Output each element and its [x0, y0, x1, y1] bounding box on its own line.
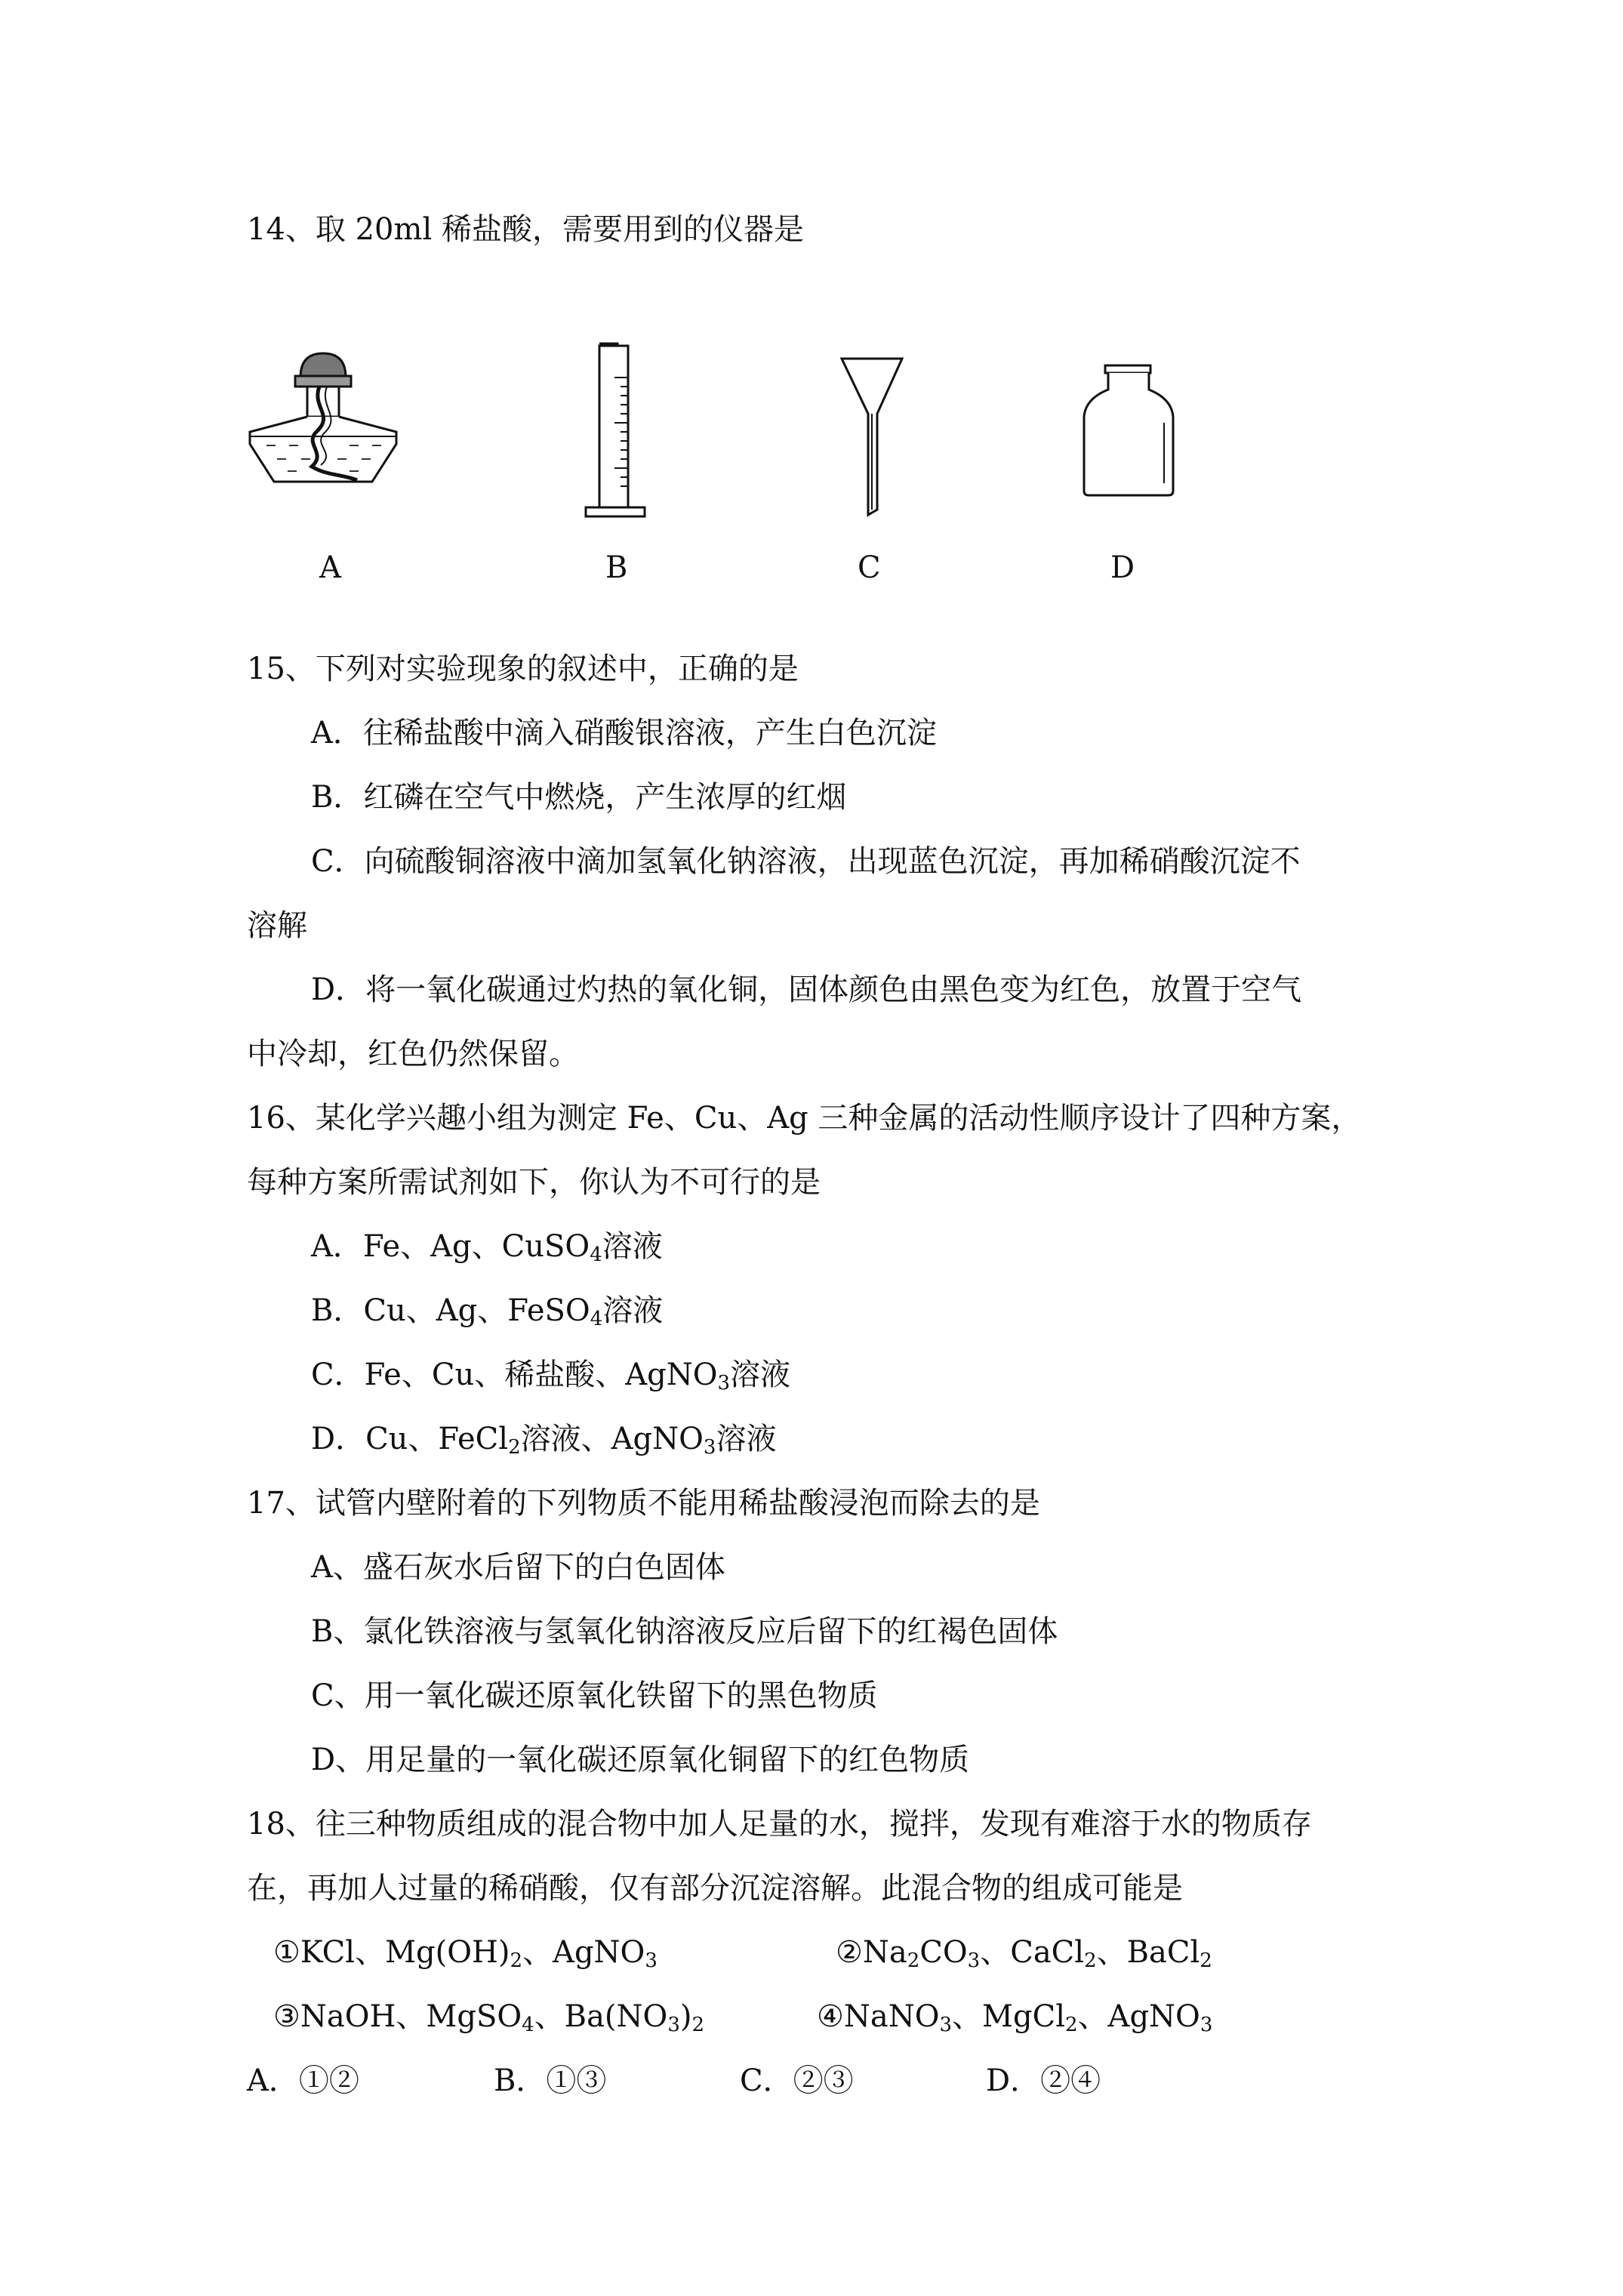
q18-option-a: A．①②: [247, 2063, 359, 2098]
q15-stem: 15、下列对实验现象的叙述中，正确的是: [247, 652, 799, 686]
apparatus-label-c: C: [858, 550, 881, 585]
q16-stem-line1: 16、某化学兴趣小组为测定 Fe、Cu、Ag 三种金属的活动性顺序设计了四种方案，: [247, 1101, 1362, 1136]
q15-option-d-line1: D．将一氧化碳通过灼热的氧化铜，固体颜色由黑色变为红色，放置于空气: [311, 972, 1302, 1007]
q18-option-d: D．②④: [986, 2063, 1101, 2098]
q17-stem: 17、试管内壁附着的下列物质不能用稀盐酸浸泡而除去的是: [247, 1486, 1040, 1521]
q17-option-b: B、氯化铁溶液与氢氧化钠溶液反应后留下的红褐色固体: [311, 1614, 1058, 1649]
wide-mouth-bottle-icon: [1079, 362, 1178, 498]
q16-stem-line2: 每种方案所需试剂如下，你认为不可行的是: [247, 1165, 821, 1200]
apparatus-label-d: D: [1110, 550, 1135, 585]
q18-option-b: B．①③: [494, 2063, 607, 2098]
q16-option-d: D．Cu、FeCl$_2$溶液、AgNO$_3$溶液: [311, 1422, 777, 1459]
q15-option-b: B．红磷在空气中燃烧，产生浓厚的红烟: [311, 780, 847, 815]
q18-stem-line2: 在，再加人过量的稀硝酸，仅有部分沉淀溶解。此混合物的组成可能是: [247, 1871, 1183, 1906]
q15-option-c-line2: 溶解: [247, 908, 307, 943]
q15-option-d-line2: 中冷却，红色仍然保留。: [247, 1037, 579, 1071]
q18-mixture-1: ①KCl、$Mg(OH)_2$、AgNO$_3$: [273, 1935, 658, 1972]
alcohol-lamp-icon: [244, 347, 402, 491]
q16-option-b: B．Cu、Ag、FeSO$_4$溶液: [311, 1293, 664, 1330]
q17-option-c: C、用一氧化碳还原氧化铁留下的黑色物质: [311, 1678, 878, 1713]
funnel-icon: [838, 355, 906, 517]
q18-mixture-2: $②Na_2CO_3$、CaCl$_2$、BaCl$_2$: [836, 1935, 1212, 1972]
apparatus-label-b: B: [605, 550, 628, 585]
apparatus-label-a: A: [319, 550, 341, 585]
q16-option-c: C．Fe、Cu、稀盐酸、AgNO$_3$溶液: [311, 1358, 791, 1395]
graduated-cylinder-icon: [581, 340, 649, 521]
q14-stem: 14、取 20ml 稀盐酸，需要用到的仪器是: [247, 212, 804, 247]
q16-option-a: A．Fe、Ag、CuSO$_4$溶液: [311, 1229, 663, 1266]
q17-option-d: D、用足量的一氧化碳还原氧化铜留下的红色物质: [311, 1743, 970, 1777]
q18-mixture-4: ④NaNO$_3$、MgCl$_2$、AgNO$_3$: [817, 1999, 1213, 2036]
q17-option-a: A、盛石灰水后留下的白色固体: [311, 1550, 725, 1585]
q18-mixture-3: ③NaOH、MgSO$_4$、$Ba(NO_3)_2$: [273, 1999, 705, 2036]
q18-stem-line1: 18、往三种物质组成的混合物中加人足量的水，搅拌，发现有难溶于水的物质存: [247, 1807, 1312, 1841]
q15-option-c-line1: C．向硫酸铜溶液中滴加氢氧化钠溶液，出现蓝色沉淀，再加稀硝酸沉淀不: [311, 844, 1301, 879]
q15-option-a: A．往稀盐酸中滴入硝酸银溶液，产生白色沉淀: [311, 716, 937, 750]
q18-option-c: C．②③: [740, 2063, 854, 2098]
